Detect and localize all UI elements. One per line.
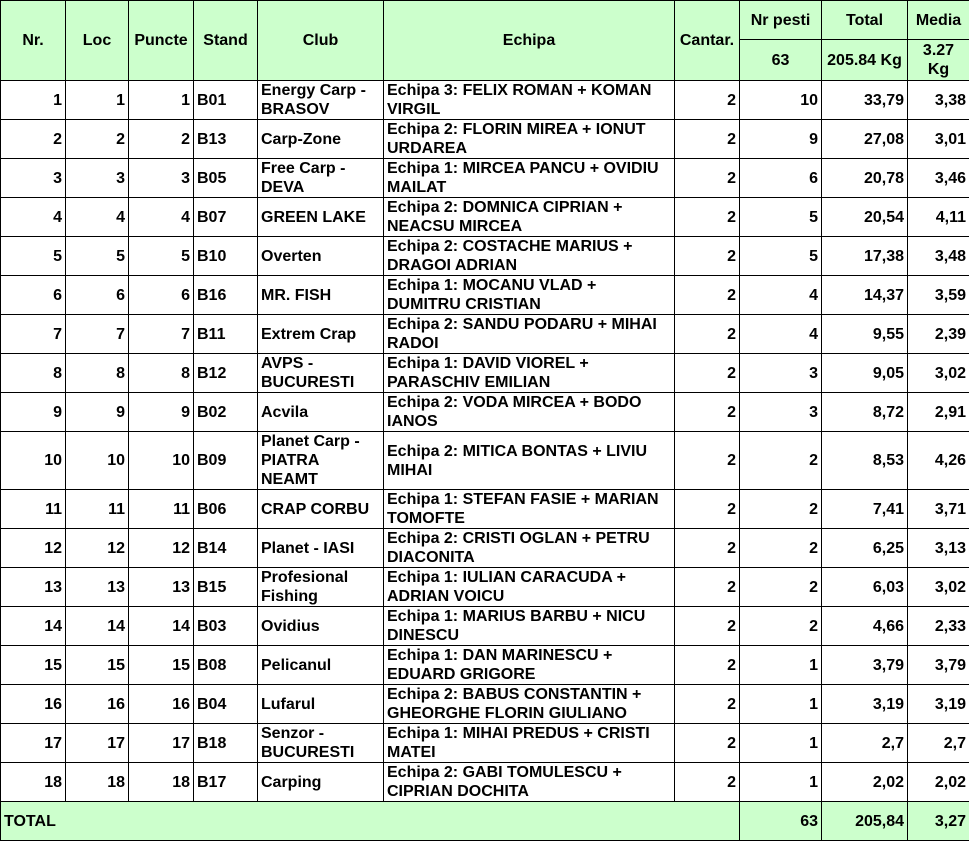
cell-nr-pesti: 2	[740, 490, 822, 529]
cell-total: 7,41	[822, 490, 908, 529]
cell-nr: 15	[1, 646, 66, 685]
cell-stand: B16	[194, 276, 258, 315]
cell-cantar: 2	[675, 393, 740, 432]
cell-nr-pesti: 9	[740, 120, 822, 159]
cell-cantar: 2	[675, 198, 740, 237]
cell-echipa: Echipa 1: DAN MARINESCU + EDUARD GRIGORE	[384, 646, 675, 685]
cell-nr: 9	[1, 393, 66, 432]
footer-total: 205,84	[822, 802, 908, 841]
cell-media: 4,26	[908, 432, 969, 490]
cell-nr: 1	[1, 81, 66, 120]
cell-nr-pesti: 2	[740, 529, 822, 568]
cell-club: Profesional Fishing	[258, 568, 384, 607]
cell-total: 8,72	[822, 393, 908, 432]
cell-total: 4,66	[822, 607, 908, 646]
cell-puncte: 12	[129, 529, 194, 568]
cell-puncte: 6	[129, 276, 194, 315]
cell-club: AVPS - BUCURESTI	[258, 354, 384, 393]
cell-stand: B02	[194, 393, 258, 432]
table-body	[1, 81, 969, 802]
table-row	[1, 490, 969, 529]
cell-total: 20,78	[822, 159, 908, 198]
cell-media: 4,11	[908, 198, 969, 237]
cell-media: 3,19	[908, 685, 969, 724]
cell-nr: 6	[1, 276, 66, 315]
cell-cantar: 2	[675, 685, 740, 724]
cell-total: 3,19	[822, 685, 908, 724]
table-row	[1, 198, 969, 237]
cell-puncte: 2	[129, 120, 194, 159]
cell-puncte: 10	[129, 432, 194, 490]
cell-club: Extrem Crap	[258, 315, 384, 354]
cell-media: 3,02	[908, 568, 969, 607]
cell-club: Planet - IASI	[258, 529, 384, 568]
cell-puncte: 3	[129, 159, 194, 198]
cell-media: 2,02	[908, 763, 969, 802]
cell-nr-pesti: 4	[740, 276, 822, 315]
table-row	[1, 159, 969, 198]
cell-echipa: Echipa 1: MARIUS BARBU + NICU DINESCU	[384, 607, 675, 646]
cell-nr-pesti: 3	[740, 393, 822, 432]
cell-cantar: 2	[675, 354, 740, 393]
cell-loc: 14	[66, 607, 129, 646]
cell-media: 3,38	[908, 81, 969, 120]
cell-echipa: Echipa 2: GABI TOMULESCU + CIPRIAN DOCHITA	[384, 763, 675, 802]
cell-loc: 15	[66, 646, 129, 685]
cell-cantar: 2	[675, 120, 740, 159]
cell-media: 3,46	[908, 159, 969, 198]
cell-echipa: Echipa 3: FELIX ROMAN + KOMAN VIRGIL	[384, 81, 675, 120]
cell-puncte: 11	[129, 490, 194, 529]
cell-nr-pesti: 1	[740, 724, 822, 763]
cell-echipa: Echipa 2: SANDU PODARU + MIHAI RADOI	[384, 315, 675, 354]
cell-nr: 17	[1, 724, 66, 763]
table-row	[1, 529, 969, 568]
cell-media: 3,01	[908, 120, 969, 159]
cell-stand: B18	[194, 724, 258, 763]
header-total: Total	[822, 1, 908, 40]
cell-loc: 10	[66, 432, 129, 490]
header-media: Media	[908, 1, 969, 40]
header-echipa: Echipa	[384, 1, 675, 81]
cell-cantar: 2	[675, 81, 740, 120]
header-total-sum: 205.84 Kg	[822, 40, 908, 81]
cell-puncte: 1	[129, 81, 194, 120]
cell-club: Energy Carp - BRASOV	[258, 81, 384, 120]
cell-puncte: 4	[129, 198, 194, 237]
cell-puncte: 17	[129, 724, 194, 763]
cell-cantar: 2	[675, 276, 740, 315]
cell-nr-pesti: 1	[740, 763, 822, 802]
cell-echipa: Echipa 2: FLORIN MIREA + IONUT URDAREA	[384, 120, 675, 159]
cell-nr: 18	[1, 763, 66, 802]
footer-total-label: TOTAL	[1, 802, 740, 841]
cell-echipa: Echipa 1: MIRCEA PANCU + OVIDIU MAILAT	[384, 159, 675, 198]
cell-club: Planet Carp - PIATRA NEAMT	[258, 432, 384, 490]
cell-puncte: 5	[129, 237, 194, 276]
cell-stand: B01	[194, 81, 258, 120]
cell-stand: B06	[194, 490, 258, 529]
cell-stand: B07	[194, 198, 258, 237]
cell-nr: 7	[1, 315, 66, 354]
table-row	[1, 685, 969, 724]
footer-media: 3,27	[908, 802, 969, 841]
cell-echipa: Echipa 2: MITICA BONTAS + LIVIU MIHAI	[384, 432, 675, 490]
cell-cantar: 2	[675, 315, 740, 354]
table-row	[1, 237, 969, 276]
cell-nr-pesti: 1	[740, 646, 822, 685]
cell-echipa: Echipa 2: BABUS CONSTANTIN + GHEORGHE FLORIN GIULIANO	[384, 685, 675, 724]
cell-media: 2,91	[908, 393, 969, 432]
cell-club: MR. FISH	[258, 276, 384, 315]
cell-echipa: Echipa 1: MIHAI PREDUS + CRISTI MATEI	[384, 724, 675, 763]
cell-total: 6,03	[822, 568, 908, 607]
header-nr: Nr.	[1, 1, 66, 81]
cell-total: 33,79	[822, 81, 908, 120]
table-header	[1, 1, 969, 81]
cell-echipa: Echipa 2: CRISTI OGLAN + PETRU DIACONITA	[384, 529, 675, 568]
cell-nr: 3	[1, 159, 66, 198]
cell-stand: B17	[194, 763, 258, 802]
cell-nr-pesti: 1	[740, 685, 822, 724]
header-media-sum: 3.27 Kg	[908, 40, 969, 81]
cell-nr: 8	[1, 354, 66, 393]
cell-media: 2,39	[908, 315, 969, 354]
cell-loc: 1	[66, 81, 129, 120]
cell-nr: 16	[1, 685, 66, 724]
cell-loc: 8	[66, 354, 129, 393]
cell-loc: 13	[66, 568, 129, 607]
table-footer	[1, 802, 969, 841]
cell-media: 3,59	[908, 276, 969, 315]
cell-loc: 7	[66, 315, 129, 354]
cell-nr-pesti: 2	[740, 568, 822, 607]
cell-stand: B05	[194, 159, 258, 198]
cell-cantar: 2	[675, 568, 740, 607]
cell-nr-pesti: 4	[740, 315, 822, 354]
cell-total: 17,38	[822, 237, 908, 276]
cell-nr-pesti: 5	[740, 237, 822, 276]
cell-puncte: 8	[129, 354, 194, 393]
cell-nr: 5	[1, 237, 66, 276]
header-nr-pesti: Nr pesti	[740, 1, 822, 40]
cell-loc: 5	[66, 237, 129, 276]
cell-club: Pelicanul	[258, 646, 384, 685]
cell-cantar: 2	[675, 490, 740, 529]
header-loc: Loc	[66, 1, 129, 81]
cell-nr-pesti: 2	[740, 432, 822, 490]
cell-puncte: 18	[129, 763, 194, 802]
cell-puncte: 16	[129, 685, 194, 724]
cell-cantar: 2	[675, 432, 740, 490]
cell-cantar: 2	[675, 607, 740, 646]
header-stand: Stand	[194, 1, 258, 81]
footer-pesti: 63	[740, 802, 822, 841]
cell-total: 20,54	[822, 198, 908, 237]
cell-loc: 2	[66, 120, 129, 159]
cell-puncte: 13	[129, 568, 194, 607]
cell-club: Carping	[258, 763, 384, 802]
cell-loc: 16	[66, 685, 129, 724]
table-row	[1, 646, 969, 685]
cell-total: 2,7	[822, 724, 908, 763]
cell-club: CRAP CORBU	[258, 490, 384, 529]
cell-cantar: 2	[675, 763, 740, 802]
cell-total: 27,08	[822, 120, 908, 159]
cell-puncte: 7	[129, 315, 194, 354]
cell-nr: 14	[1, 607, 66, 646]
cell-total: 2,02	[822, 763, 908, 802]
cell-cantar: 2	[675, 529, 740, 568]
cell-total: 14,37	[822, 276, 908, 315]
cell-stand: B11	[194, 315, 258, 354]
table-row	[1, 393, 969, 432]
cell-media: 3,02	[908, 354, 969, 393]
cell-stand: B03	[194, 607, 258, 646]
cell-stand: B10	[194, 237, 258, 276]
cell-puncte: 14	[129, 607, 194, 646]
cell-club: Ovidius	[258, 607, 384, 646]
table-row	[1, 276, 969, 315]
cell-nr: 4	[1, 198, 66, 237]
cell-loc: 11	[66, 490, 129, 529]
cell-nr: 12	[1, 529, 66, 568]
cell-club: Acvila	[258, 393, 384, 432]
cell-total: 9,05	[822, 354, 908, 393]
cell-club: Carp-Zone	[258, 120, 384, 159]
table-row	[1, 607, 969, 646]
cell-media: 3,13	[908, 529, 969, 568]
cell-stand: B15	[194, 568, 258, 607]
cell-puncte: 15	[129, 646, 194, 685]
header-cantar: Cantar.	[675, 1, 740, 81]
cell-nr: 10	[1, 432, 66, 490]
cell-nr-pesti: 5	[740, 198, 822, 237]
table-row	[1, 568, 969, 607]
cell-stand: B04	[194, 685, 258, 724]
cell-nr-pesti: 6	[740, 159, 822, 198]
cell-echipa: Echipa 1: MOCANU VLAD + DUMITRU CRISTIAN	[384, 276, 675, 315]
cell-club: Free Carp - DEVA	[258, 159, 384, 198]
table-row	[1, 354, 969, 393]
cell-echipa: Echipa 2: DOMNICA CIPRIAN + NEACSU MIRCEA	[384, 198, 675, 237]
cell-stand: B12	[194, 354, 258, 393]
cell-cantar: 2	[675, 237, 740, 276]
cell-nr: 13	[1, 568, 66, 607]
cell-echipa: Echipa 1: STEFAN FASIE + MARIAN TOMOFTE	[384, 490, 675, 529]
cell-total: 9,55	[822, 315, 908, 354]
cell-puncte: 9	[129, 393, 194, 432]
cell-club: Senzor - BUCURESTI	[258, 724, 384, 763]
cell-loc: 12	[66, 529, 129, 568]
cell-stand: B14	[194, 529, 258, 568]
cell-stand: B09	[194, 432, 258, 490]
table-row	[1, 763, 969, 802]
cell-loc: 4	[66, 198, 129, 237]
cell-media: 2,7	[908, 724, 969, 763]
header-nr-pesti-sum: 63	[740, 40, 822, 81]
cell-loc: 6	[66, 276, 129, 315]
cell-club: Lufarul	[258, 685, 384, 724]
cell-cantar: 2	[675, 646, 740, 685]
cell-cantar: 2	[675, 724, 740, 763]
cell-stand: B08	[194, 646, 258, 685]
cell-nr: 11	[1, 490, 66, 529]
cell-loc: 3	[66, 159, 129, 198]
cell-media: 3,71	[908, 490, 969, 529]
cell-cantar: 2	[675, 159, 740, 198]
cell-echipa: Echipa 2: COSTACHE MARIUS + DRAGOI ADRIAN	[384, 237, 675, 276]
cell-loc: 17	[66, 724, 129, 763]
header-club: Club	[258, 1, 384, 81]
header-puncte: Puncte	[129, 1, 194, 81]
cell-total: 8,53	[822, 432, 908, 490]
cell-media: 3,48	[908, 237, 969, 276]
cell-nr-pesti: 3	[740, 354, 822, 393]
table-row	[1, 120, 969, 159]
cell-media: 3,79	[908, 646, 969, 685]
cell-nr: 2	[1, 120, 66, 159]
cell-nr-pesti: 2	[740, 607, 822, 646]
table-row	[1, 315, 969, 354]
cell-club: GREEN LAKE	[258, 198, 384, 237]
cell-total: 6,25	[822, 529, 908, 568]
cell-echipa: Echipa 2: VODA MIRCEA + BODO IANOS	[384, 393, 675, 432]
cell-echipa: Echipa 1: IULIAN CARACUDA + ADRIAN VOICU	[384, 568, 675, 607]
table-row	[1, 432, 969, 490]
cell-stand: B13	[194, 120, 258, 159]
table-row	[1, 724, 969, 763]
cell-media: 2,33	[908, 607, 969, 646]
cell-loc: 18	[66, 763, 129, 802]
cell-loc: 9	[66, 393, 129, 432]
cell-total: 3,79	[822, 646, 908, 685]
table-row	[1, 81, 969, 120]
cell-nr-pesti: 10	[740, 81, 822, 120]
cell-echipa: Echipa 1: DAVID VIOREL + PARASCHIV EMILIAN	[384, 354, 675, 393]
cell-club: Overten	[258, 237, 384, 276]
